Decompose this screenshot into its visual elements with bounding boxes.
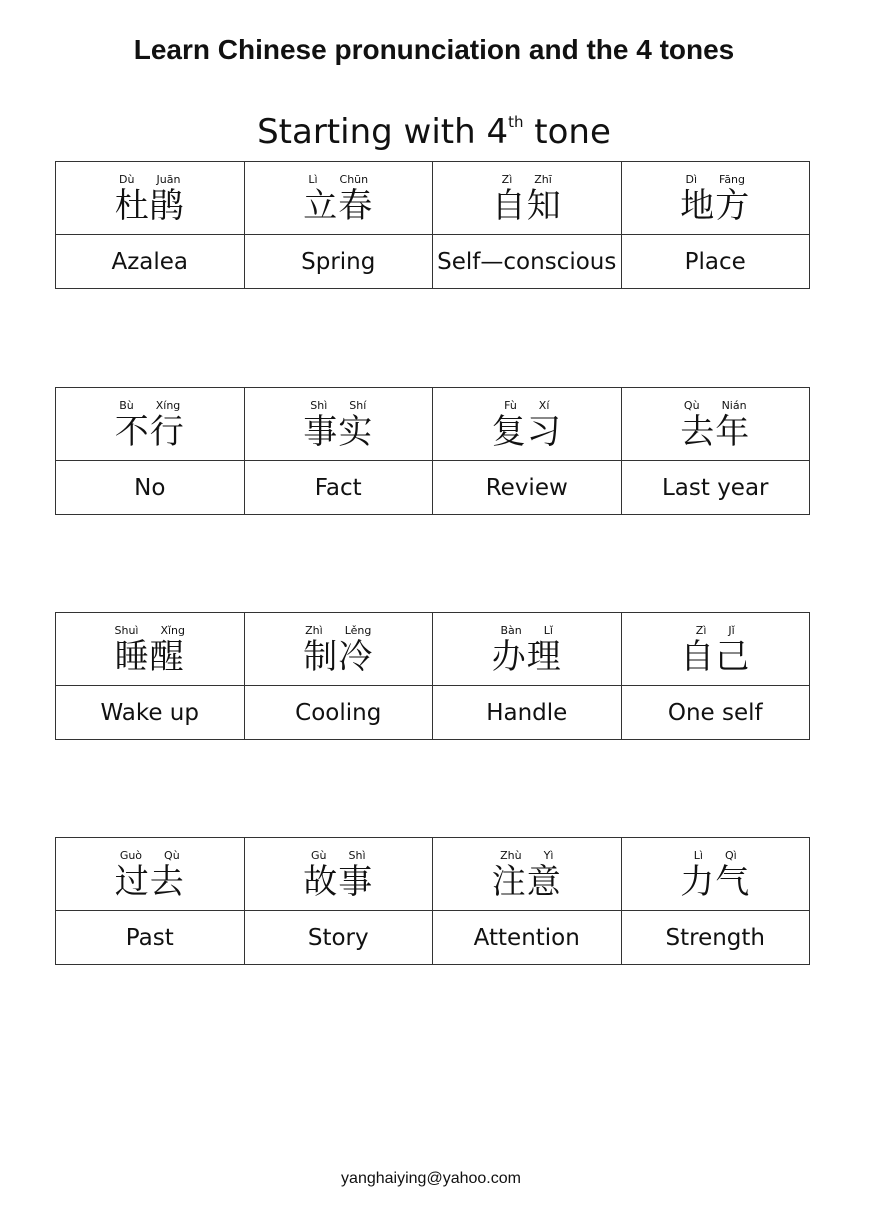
english-word: Attention — [473, 924, 580, 951]
english-cell — [56, 235, 245, 289]
pinyin-2: Juān — [156, 173, 181, 186]
pinyin — [622, 625, 810, 637]
hanzi: 力气 — [680, 862, 751, 902]
pinyin — [622, 400, 810, 412]
chinese-row — [56, 162, 810, 235]
english-row — [56, 461, 810, 515]
english-cell — [56, 911, 245, 965]
english-cell — [244, 686, 433, 740]
vocab-cell — [56, 388, 245, 461]
pinyin-1: Fù — [504, 399, 517, 412]
pinyin — [433, 400, 621, 412]
english-cell — [244, 235, 433, 289]
english-cell — [621, 461, 810, 515]
vocab-cell — [433, 388, 622, 461]
page-subtitle — [0, 112, 868, 152]
pinyin-2: Qì — [724, 849, 737, 862]
vocab-cell — [621, 613, 810, 686]
vocab-cell — [433, 162, 622, 235]
english-word: No — [134, 474, 166, 501]
vocab-cell — [433, 613, 622, 686]
vocab-table-2 — [55, 387, 810, 515]
english-word: Past — [125, 924, 174, 951]
pinyin-1: Dì — [685, 173, 697, 186]
english-word: Azalea — [111, 248, 189, 275]
hanzi: 不行 — [114, 412, 185, 452]
hanzi: 制冷 — [303, 637, 374, 677]
hanzi: 办理 — [491, 637, 562, 677]
pinyin — [56, 625, 244, 637]
vocab-cell — [244, 388, 433, 461]
pinyin-1: Lì — [308, 173, 318, 186]
english-cell — [56, 461, 245, 515]
hanzi: 注意 — [491, 862, 562, 902]
hanzi: 故事 — [303, 862, 374, 902]
vocab-cell — [621, 388, 810, 461]
vocab-cell — [621, 838, 810, 911]
vocab-cell — [56, 613, 245, 686]
pinyin-1: Qù — [683, 399, 700, 412]
pinyin — [56, 850, 244, 862]
pinyin — [245, 174, 433, 186]
hanzi: 立春 — [303, 186, 374, 226]
vocab-cell — [621, 162, 810, 235]
english-word: Cooling — [295, 699, 382, 726]
english-cell — [621, 911, 810, 965]
english-word: Last year — [661, 474, 769, 501]
subtitle-text: Starting with 4 — [257, 112, 509, 152]
hanzi: 自己 — [680, 637, 751, 677]
pinyin — [433, 174, 621, 186]
english-cell — [433, 235, 622, 289]
pinyin-2: Xǐng — [160, 624, 186, 637]
english-cell — [244, 911, 433, 965]
subtitle-superscript: th — [508, 112, 524, 131]
hanzi: 复习 — [491, 412, 562, 452]
pinyin-1: Zhù — [500, 849, 522, 862]
chinese-row — [56, 388, 810, 461]
pinyin-1: Dù — [119, 173, 135, 186]
pinyin — [245, 850, 433, 862]
pinyin — [56, 400, 244, 412]
pinyin — [433, 850, 621, 862]
pinyin-1: Zì — [501, 173, 513, 186]
hanzi: 杜鹃 — [114, 186, 185, 226]
pinyin-2: Qù — [164, 849, 180, 862]
pinyin-2: Shí — [349, 399, 367, 412]
english-cell — [433, 461, 622, 515]
english-word: Spring — [301, 248, 376, 275]
pinyin-2: Fāng — [719, 173, 746, 186]
pinyin-2: Shì — [348, 849, 366, 862]
vocab-cell — [56, 838, 245, 911]
pinyin-2: Chūn — [339, 173, 369, 186]
pinyin-1: Guò — [119, 849, 143, 862]
chinese-row — [56, 613, 810, 686]
english-cell — [244, 461, 433, 515]
english-row — [56, 235, 810, 289]
pinyin-1: Shuì — [114, 624, 139, 637]
page-title: Learn Chinese pronunciation and the 4 tones — [133, 34, 735, 65]
vocab-table-4 — [55, 837, 810, 965]
english-word: One self — [667, 699, 763, 726]
pinyin-2: Lǐ — [543, 624, 553, 637]
hanzi: 地方 — [680, 186, 751, 226]
hanzi: 事实 — [303, 412, 374, 452]
pinyin — [245, 625, 433, 637]
vocab-table-1 — [55, 161, 810, 289]
hanzi: 自知 — [491, 186, 562, 226]
pinyin-2: Xíng — [155, 399, 181, 412]
english-cell — [56, 686, 245, 740]
pinyin-1: Zhì — [305, 624, 323, 637]
pinyin — [622, 850, 810, 862]
english-cell — [621, 686, 810, 740]
pinyin-2: Xí — [538, 399, 550, 412]
pinyin-2: Lěng — [344, 624, 372, 637]
pinyin-1: Gù — [310, 849, 327, 862]
pinyin-1: Lì — [693, 849, 703, 862]
vocab-cell — [244, 838, 433, 911]
english-cell — [433, 686, 622, 740]
hanzi: 过去 — [114, 862, 185, 902]
english-word: Self—conscious — [437, 248, 617, 275]
english-cell — [433, 911, 622, 965]
english-word: Story — [307, 924, 369, 951]
pinyin-1: Bù — [119, 399, 134, 412]
pinyin-1: Zì — [695, 624, 707, 637]
pinyin — [433, 625, 621, 637]
hanzi: 睡醒 — [114, 637, 185, 677]
footer-email: yanghaiying@yahoo.com — [341, 1170, 521, 1187]
subtitle-suffix: tone — [523, 112, 611, 152]
vocab-cell — [433, 838, 622, 911]
english-row — [56, 911, 810, 965]
pinyin-2: Nián — [721, 399, 747, 412]
english-cell — [621, 235, 810, 289]
pinyin — [245, 400, 433, 412]
vocab-cell — [244, 162, 433, 235]
pinyin-2: Zhī — [534, 173, 552, 186]
vocab-cell — [56, 162, 245, 235]
english-word: Fact — [314, 474, 362, 501]
english-word: Strength — [665, 924, 765, 951]
chinese-row — [56, 838, 810, 911]
pinyin-1: Shì — [310, 399, 328, 412]
hanzi: 去年 — [680, 412, 751, 452]
pinyin — [56, 174, 244, 186]
pinyin-2: Jǐ — [728, 624, 735, 637]
pinyin-2: Yì — [543, 849, 554, 862]
english-row — [56, 686, 810, 740]
english-word: Place — [684, 248, 746, 275]
english-word: Wake up — [100, 699, 199, 726]
pinyin-1: Bàn — [500, 624, 522, 637]
english-word: Handle — [486, 699, 568, 726]
vocab-table-3 — [55, 612, 810, 740]
english-word: Review — [485, 474, 568, 501]
pinyin — [622, 174, 810, 186]
vocab-cell — [244, 613, 433, 686]
